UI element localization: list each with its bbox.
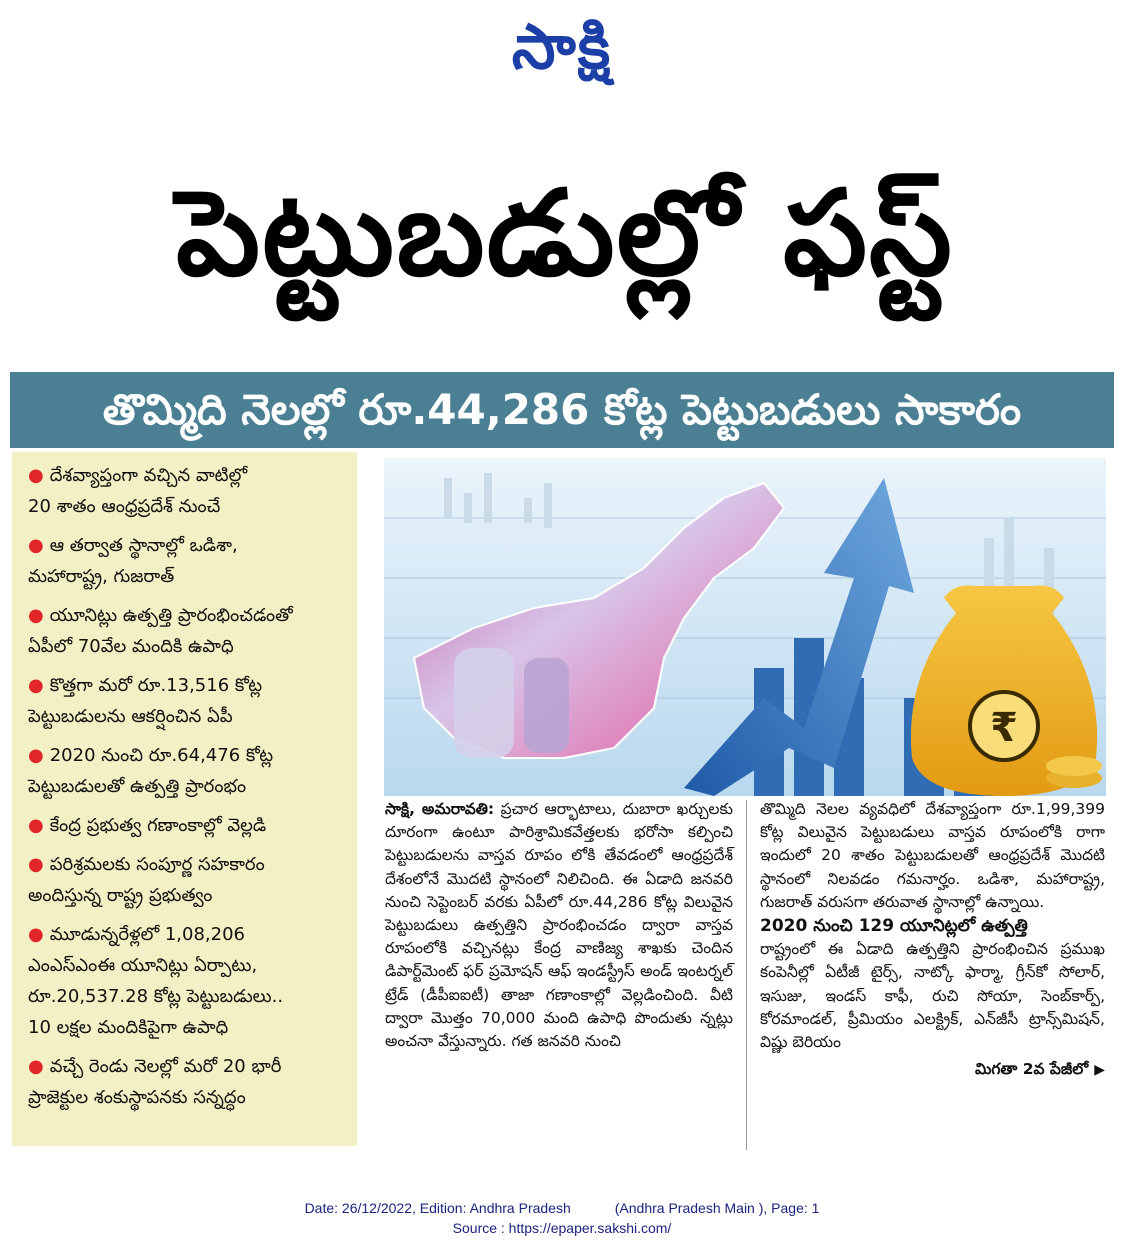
continued-on-page bbox=[760, 1058, 1105, 1082]
article-dateline: సాక్షి, అమరావతి: bbox=[385, 800, 495, 818]
bullet-dot-icon: ● bbox=[28, 1056, 44, 1077]
svg-text:₹: ₹ bbox=[990, 705, 1018, 751]
sidebar-item bbox=[28, 670, 349, 732]
bullet-dot-icon: ● bbox=[28, 854, 44, 875]
sidebar-item bbox=[28, 460, 349, 522]
sidebar-item-line: ప్రాజెక్టుల శంకుస్థాపనకు సన్నద్ధం bbox=[28, 1087, 246, 1108]
article-col1-text: ప్రచార ఆర్భాటాలు, దుబారా ఖర్చులకు దూరంగా ఉంటూ పారిశ్రామికవేత్తలకు భరోసా కల్పించి పెట్టుబడులను వాస్తవ రూపం లోకి తేవడంలో ఆంధ్రప్రదేశ్ దేశంలోనే మొదటి స్థానంలో నిలిచింది. ఈ ఏడాది జనవరి నుంచి సెప్టెంబర్ వరకు ఏపీలో రూ.44,286 కోట్ల విలువైన పెట్టుబడులు ఉత్పత్తిని ప్రారంభించడం ద్వారా వాస్తవ రూపంలోకి వచ్చినట్లు కేంద్ర వాణిజ్య శాఖకు చెందిన డిపార్ట్‌మెంట్ ఫర్ ప్రమోషన్ ఆఫ్ ఇండస్ట్రీస్ అండ్ ఇంటర్నల్ ట్రేడ్ (డీపీఐఐటీ) తాజా గణాంకాల్లో వెల్లడించింది. వీటి ద్వారా మొత్తం 70,000 మంది ఉపాధి పొందుతు న్నట్లు అంచనా వేస్తున్నారు. గత జనవరి నుంచి bbox=[385, 800, 733, 1051]
footer-page-info: (Andhra Pradesh Main ), Page: 1 bbox=[614, 1200, 820, 1216]
sidebar-item bbox=[28, 810, 349, 841]
sidebar-item-line: కేంద్ర ప్రభుత్వ గణాంకాల్లో వెల్లడి bbox=[49, 815, 267, 836]
bullet-dot-icon: ● bbox=[28, 815, 44, 836]
sidebar-item-line: 20 శాతం ఆంధ్రప్రదేశ్ నుంచే bbox=[28, 496, 221, 517]
headline: పెట్టుబడుల్లో ఫస్ట్ bbox=[176, 164, 954, 302]
play-arrow-icon: ▶ bbox=[1094, 1062, 1105, 1079]
sidebar-item bbox=[28, 600, 349, 662]
article-col2-text2: రాష్ట్రంలో ఈ ఏడాది ఉత్పత్తిని ప్రారంభించిన ప్రముఖ కంపెనీల్లో ఏటీజీ టైర్స్, నాట్కో ఫార్మా, గ్రీన్‌కో సోలార్, ఇసుజు, ఇండస్ కాఫీ, రుచి సోయా, సెంబ్‌కార్ప్, కోరమాండల్, ప్రీమియం ఎలక్ట్రిక్, ఎన్‌జీసీ ట్రాన్స్‌మిషన్, విష్ణు బెరియం bbox=[760, 940, 1105, 1052]
bullet-dot-icon: ● bbox=[28, 924, 44, 945]
sidebar-item bbox=[28, 530, 349, 592]
bullet-dot-icon: ● bbox=[28, 535, 44, 556]
sidebar-item-line: పెట్టుబడులను ఆకర్షించిన ఏపీ bbox=[28, 706, 233, 727]
sidebar-item-line: అందిస్తున్న రాష్ట్ర ప్రభుత్వం bbox=[28, 885, 213, 906]
footer-source: Source : https://epaper.sakshi.com/ bbox=[452, 1220, 672, 1236]
bullet-dot-icon: ● bbox=[28, 605, 44, 626]
continued-label: మిగతా 2వ పేజీలో bbox=[974, 1060, 1089, 1079]
sidebar-item-line: దేశవ్యాప్తంగా వచ్చిన వాటిల్లో bbox=[49, 465, 248, 486]
article-column-1 bbox=[385, 798, 733, 1053]
sidebar-item bbox=[28, 740, 349, 802]
footer bbox=[0, 1198, 1124, 1238]
sidebar-item bbox=[28, 919, 349, 1043]
sidebar-item-line: కొత్తగా మరో రూ.13,516 కోట్ల bbox=[49, 675, 263, 696]
sidebar-item-line: 2020 నుంచి రూ.64,476 కోట్ల bbox=[49, 745, 274, 766]
sidebar-item-line: రూ.20,537.28 కోట్ల పెట్టుబడులు.. bbox=[28, 986, 284, 1007]
sidebar-item-line: ఏపీలో 70వేల మందికి ఉపాధి bbox=[28, 636, 234, 657]
sidebar-item bbox=[28, 849, 349, 911]
investment-illustration bbox=[384, 458, 1106, 796]
sidebar-item-line: యూనిట్లు ఉత్పత్తి ప్రారంభించడంతో bbox=[49, 605, 293, 626]
footer-date-edition: Date: 26/12/2022, Edition: Andhra Pradesh bbox=[304, 1200, 571, 1216]
sidebar-item bbox=[28, 1051, 349, 1113]
sidebar-item-line: మహారాష్ట్ర, గుజరాత్ bbox=[28, 566, 175, 587]
sidebar-item-line: పెట్టుబడులతో ఉత్పత్తి ప్రారంభం bbox=[28, 776, 247, 797]
bullet-dot-icon: ● bbox=[28, 745, 44, 766]
article-subheading: 2020 నుంచి 129 యూనిట్లలో ఉత్పత్తి bbox=[760, 916, 1028, 937]
sidebar-item-line: మూడున్నరేళ్లలో 1,08,206 bbox=[49, 924, 245, 945]
highlights-sidebar bbox=[12, 452, 357, 1146]
article-col2-text: తొమ్మిది నెలల వ్యవధిలో దేశవ్యాప్తంగా రూ.1,99,399 కోట్ల విలువైన పెట్టుబడులు వాస్తవ రూపంలోకి రాగా ఇందులో 20 శాతం పెట్టుబడులతో ఆంధ్రప్రదేశ్ మొదటి స్థానంలో నిలవడం గమనార్హం. ఒడిశా, మహారాష్ట్ర, గుజరాత్ వరుసగా తరువాత స్థానాల్లో ఉన్నాయి. bbox=[760, 800, 1105, 911]
column-divider bbox=[746, 800, 747, 1150]
sidebar-item-line: పరిశ్రమలకు సంపూర్ణ సహకారం bbox=[49, 854, 265, 875]
sidebar-item-line: 10 లక్షల మందికిపైగా ఉపాధి bbox=[28, 1017, 229, 1038]
sidebar-item-line: వచ్చే రెండు నెలల్లో మరో 20 భారీ bbox=[49, 1056, 282, 1077]
article-column-2 bbox=[760, 798, 1105, 1082]
bullet-dot-icon: ● bbox=[28, 465, 44, 486]
investment-graphic-svg bbox=[384, 458, 1106, 796]
subheadline-banner: తొమ్మిది నెలల్లో రూ.44,286 కోట్ల పెట్టుబడులు సాకారం bbox=[10, 372, 1114, 448]
masthead-logo: సాక్షి bbox=[511, 10, 613, 83]
sidebar-item-line: ఆ తర్వాత స్థానాల్లో ఒడిశా, bbox=[49, 535, 238, 556]
bullet-dot-icon: ● bbox=[28, 675, 44, 696]
sidebar-item-line: ఎంఎస్ఎంఈ యూనిట్లు ఏర్పాటు, bbox=[28, 955, 258, 976]
